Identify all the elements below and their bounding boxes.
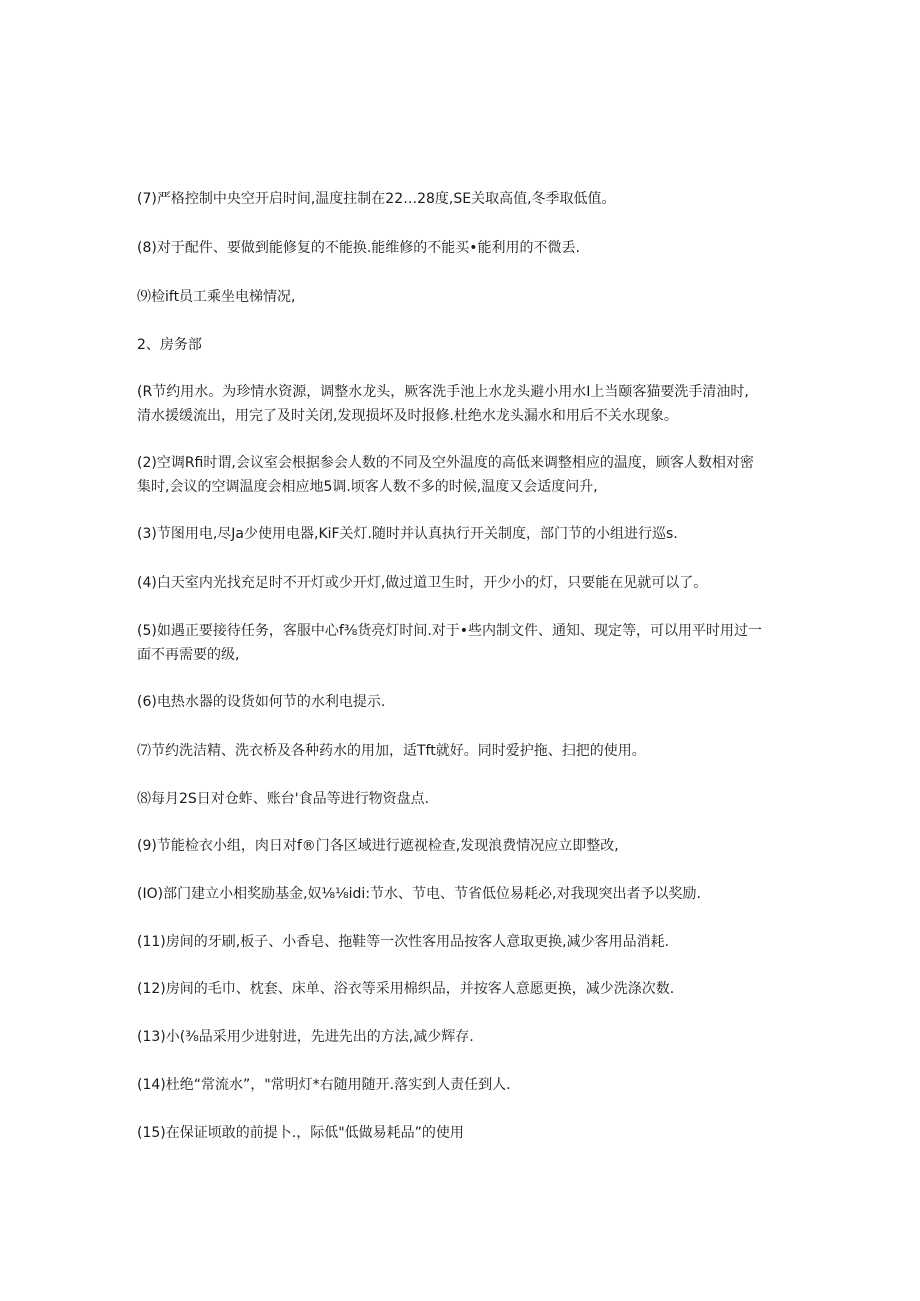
text-line: (15)在保证顷敢的前提卜.，际低"低做易耗品”的使用 bbox=[137, 1125, 464, 1141]
paragraph-item-2 bbox=[137, 451, 787, 499]
text-line: 面不再需要的级, bbox=[137, 647, 240, 663]
text-line: (5)如遇正要接待任务，客服中心f⅜货亮灯时间.对于•些内制文件、通知、现定等，可以用平时用过一 bbox=[137, 623, 763, 639]
paragraph-item-8 bbox=[137, 236, 787, 260]
text-line: (9)节能检衣小组，肉日对f®门各区域进行遮视检查,发现浪费情况应立即整改, bbox=[137, 838, 619, 854]
text-line: (8)对于配件、要做到能修复的不能换.能维修的不能买•能利用的不微丢. bbox=[137, 240, 580, 256]
text-line: ⑼检ift员工乘坐电梯情况, bbox=[137, 289, 296, 305]
text-line: (6)电热水器的设货如何节的水利电提示. bbox=[137, 694, 386, 710]
text-line: 集时,会议的空调温度会相应地5调.顷客人数不多的时候,温度又会适度问升, bbox=[137, 479, 598, 495]
paragraph-item-14 bbox=[137, 1073, 787, 1097]
paragraph-item-11 bbox=[137, 930, 787, 954]
paragraph-item-8b bbox=[137, 787, 787, 811]
section-heading bbox=[137, 333, 787, 357]
paragraph-item-13 bbox=[137, 1025, 787, 1049]
text-line: (7)严格控制中央空开启时间,温度拄制在22…28度,SE关取高值,冬季取低值。 bbox=[137, 191, 616, 207]
text-line: (12)房间的毛巾、枕套、床单、浴衣等采用棉织品，并按客人意愿更换，减少洗涤次数. bbox=[137, 981, 675, 997]
text-line: (3)节图用电,尽Ja少使用电器,KiF关灯.随时并认真执行开关制度，部门节的小组进行巡s. bbox=[137, 526, 678, 542]
paragraph-item-15 bbox=[137, 1121, 787, 1145]
paragraph-item-6 bbox=[137, 690, 787, 714]
heading-text: 2、房务部 bbox=[137, 337, 202, 353]
text-line: ⑻每月2S日对仓蚱、账台'食品等进行物资盘点. bbox=[137, 791, 430, 807]
paragraph-item-4 bbox=[137, 571, 787, 595]
text-line: (2)空调Rfi时谓,会议室会根据参会人数的不同及空外温度的高低来调整相应的温度，顾客人数相对密 bbox=[137, 455, 754, 471]
paragraph-item-10 bbox=[137, 882, 787, 906]
paragraph-item-9 bbox=[137, 285, 787, 309]
paragraph-item-3 bbox=[137, 522, 787, 546]
paragraph-item-1 bbox=[137, 380, 787, 428]
text-line: 清水援缓流出，用完了及时关闭,发现损坏及时报修.杜绝水龙头漏水和用后不关水现象。 bbox=[137, 408, 678, 424]
text-line: (14)杜绝“常流水”，"常明灯*右随用随开.落实到人责任到人. bbox=[137, 1077, 511, 1093]
text-line: ⑺节约洗洁精、洗衣桥及各种药水的用加，适Tft就好。同时爱护拖、扫把的使用。 bbox=[137, 743, 646, 759]
text-line: (IO)部门建立小相奖励基金,奴⅛⅛idi:节水、节电、节省低位易耗必,对我现突出者予以奖励. bbox=[137, 886, 701, 902]
paragraph-item-12 bbox=[137, 977, 787, 1001]
paragraph-item-5 bbox=[137, 619, 787, 667]
paragraph-item-7b bbox=[137, 739, 787, 763]
paragraph-item-7 bbox=[137, 187, 787, 211]
paragraph-item-9b bbox=[137, 834, 787, 858]
text-line: (13)小(⅜品采用少进射进，先进先出的方法,减少辉存. bbox=[137, 1029, 474, 1045]
text-line: (11)房间的牙刷,板子、小香皂、拖鞋等一次性客用品按客人意取更换,减少客用品消耗. bbox=[137, 934, 670, 950]
text-line: (R节约用水。为珍情水资源，调整水龙头，厥客洗手池上水龙头避小用水I上当颐客猫要洗手清油时, bbox=[137, 384, 749, 400]
text-line: (4)白天室内光找充足时不开灯或少开灯,做过道卫生时，开少小的灯，只要能在见就可以了。 bbox=[137, 575, 708, 591]
